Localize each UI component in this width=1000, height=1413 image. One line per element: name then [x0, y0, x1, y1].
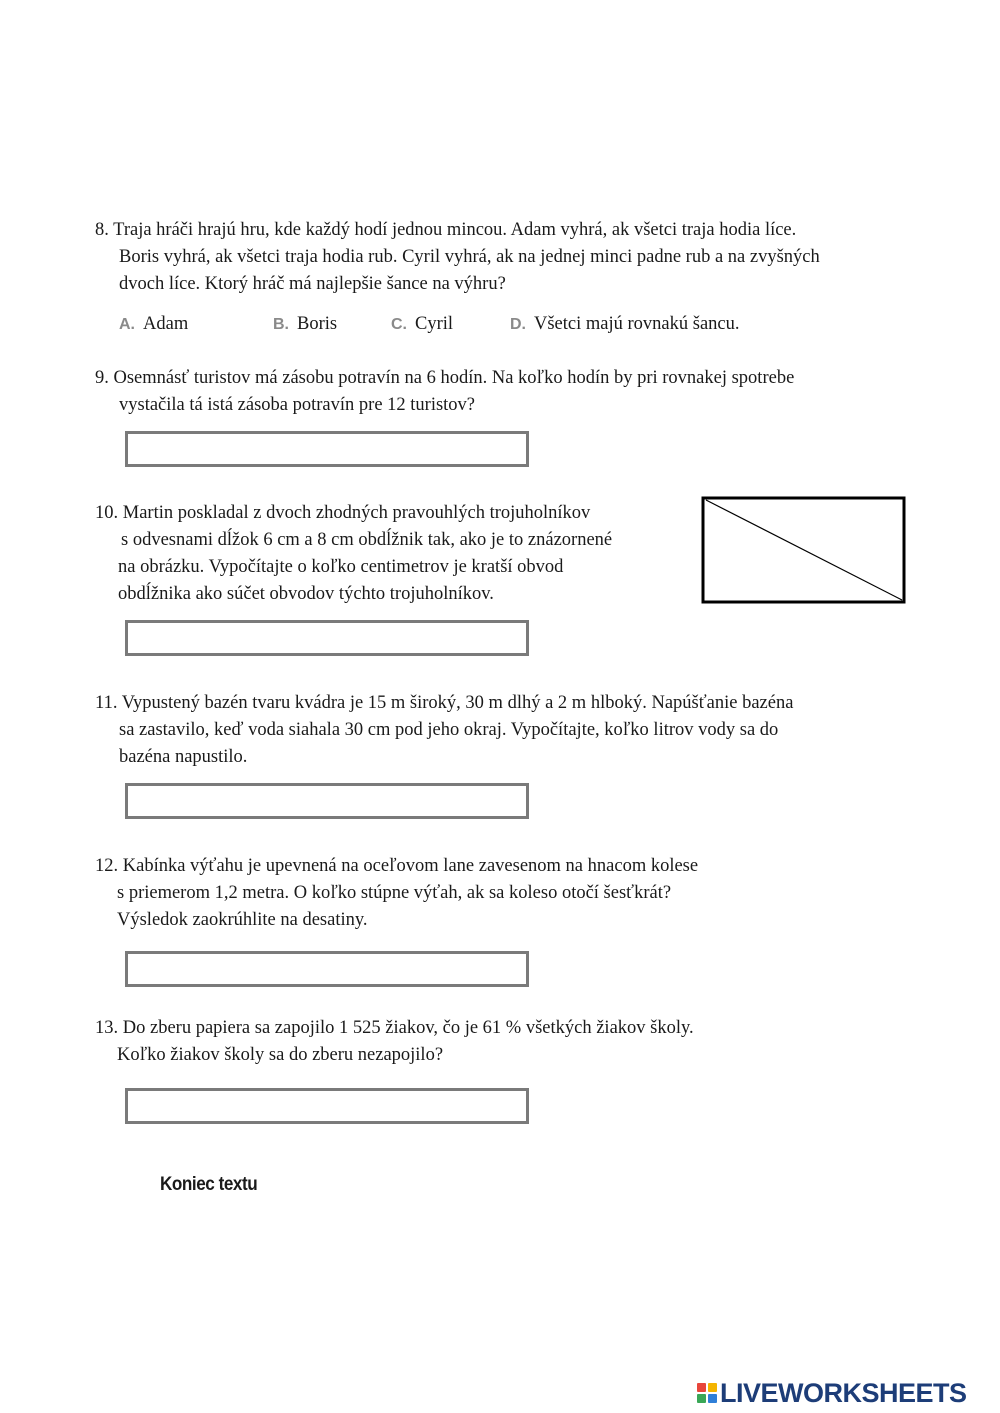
q11-line-2: sa zastavilo, keď voda siahala 30 cm pod jeho okraj. Vypočítajte, koľko litrov vody sa do: [119, 720, 779, 740]
q13-line-1: 13. Do zberu papiera sa zapojilo 1 525 žiakov, čo je 61 % všetkých žiakov školy.: [95, 1018, 694, 1038]
q9-line-2: vystačila tá istá zásoba potravín pre 12 turistov?: [119, 395, 476, 415]
option-letter: D.: [510, 316, 526, 333]
q10-line-3: na obrázku. Vypočítajte o koľko centimetrov je kratší obvod: [118, 557, 564, 577]
option-letter: C.: [391, 316, 407, 333]
rectangle-diagonal-figure: [701, 496, 906, 604]
q8-option-d[interactable]: [510, 311, 740, 338]
logo-text: LIVEWORKSHEETS: [720, 1377, 967, 1408]
q8-line-3: dvoch líce. Ktorý hráč má najlepšie šance na výhru?: [119, 274, 506, 294]
q10-line-2: s odvesnami dĺžok 6 cm a 8 cm obdĺžnik tak, ako je to znázornené: [121, 530, 613, 550]
logo-tile: [708, 1394, 717, 1403]
q12-line-2: s priemerom 1,2 metra. O koľko stúpne výťah, ak sa koleso otočí šesťkrát?: [117, 883, 672, 903]
option-text: Adam: [143, 314, 189, 334]
q8-line-2: Boris vyhrá, ak všetci traja hodia rub. Cyril vyhrá, ak na jednej minci padne rub a na zvyšných: [119, 247, 820, 267]
logo-tile: [697, 1383, 706, 1392]
logo-tile: [697, 1394, 706, 1403]
q8-option-a[interactable]: [119, 311, 188, 338]
q9-answer-input[interactable]: [125, 431, 529, 467]
q11-line-3: bazéna napustilo.: [119, 747, 248, 767]
option-letter: B.: [273, 316, 289, 333]
q8-option-b[interactable]: [273, 311, 337, 338]
logo-mark-icon: [697, 1383, 717, 1403]
q12-line-3: Výsledok zaokrúhlite na desatiny.: [117, 910, 368, 930]
logo-tile: [708, 1383, 717, 1392]
q10-line-1: 10. Martin poskladal z dvoch zhodných pravouhlých trojuholníkov: [95, 503, 591, 523]
q13-line-2: Koľko žiakov školy sa do zberu nezapojilo?: [117, 1045, 444, 1065]
q11-answer-input[interactable]: [125, 783, 529, 819]
q13-answer-input[interactable]: [125, 1088, 529, 1124]
q10-line-4: obdĺžnika ako súčet obvodov týchto trojuholníkov.: [118, 584, 494, 604]
q8-line-1: 8. Traja hráči hrajú hru, kde každý hodí jednou mincou. Adam vyhrá, ak všetci traja hodia líce.: [95, 220, 797, 240]
end-of-text-label: Koniec textu: [160, 1174, 258, 1195]
q8-option-c[interactable]: [391, 311, 453, 338]
q12-line-1: 12. Kabínka výťahu je upevnená na oceľovom lane zavesenom na hnacom kolese: [95, 856, 699, 876]
option-letter: A.: [119, 316, 135, 333]
q10-answer-input[interactable]: [125, 620, 529, 656]
option-text: Cyril: [415, 314, 454, 334]
q9-line-1: 9. Osemnásť turistov má zásobu potravín na 6 hodín. Na koľko hodín by pri rovnakej spotrebe: [95, 368, 795, 388]
option-text: Všetci majú rovnakú šancu.: [534, 314, 740, 334]
q12-answer-input[interactable]: [125, 951, 529, 987]
q11-line-1: 11. Vypustený bazén tvaru kvádra je 15 m široký, 30 m dlhý a 2 m hlboký. Napúšťanie bazéna: [95, 693, 794, 713]
liveworksheets-logo: [697, 1378, 967, 1408]
option-text: Boris: [297, 314, 338, 334]
